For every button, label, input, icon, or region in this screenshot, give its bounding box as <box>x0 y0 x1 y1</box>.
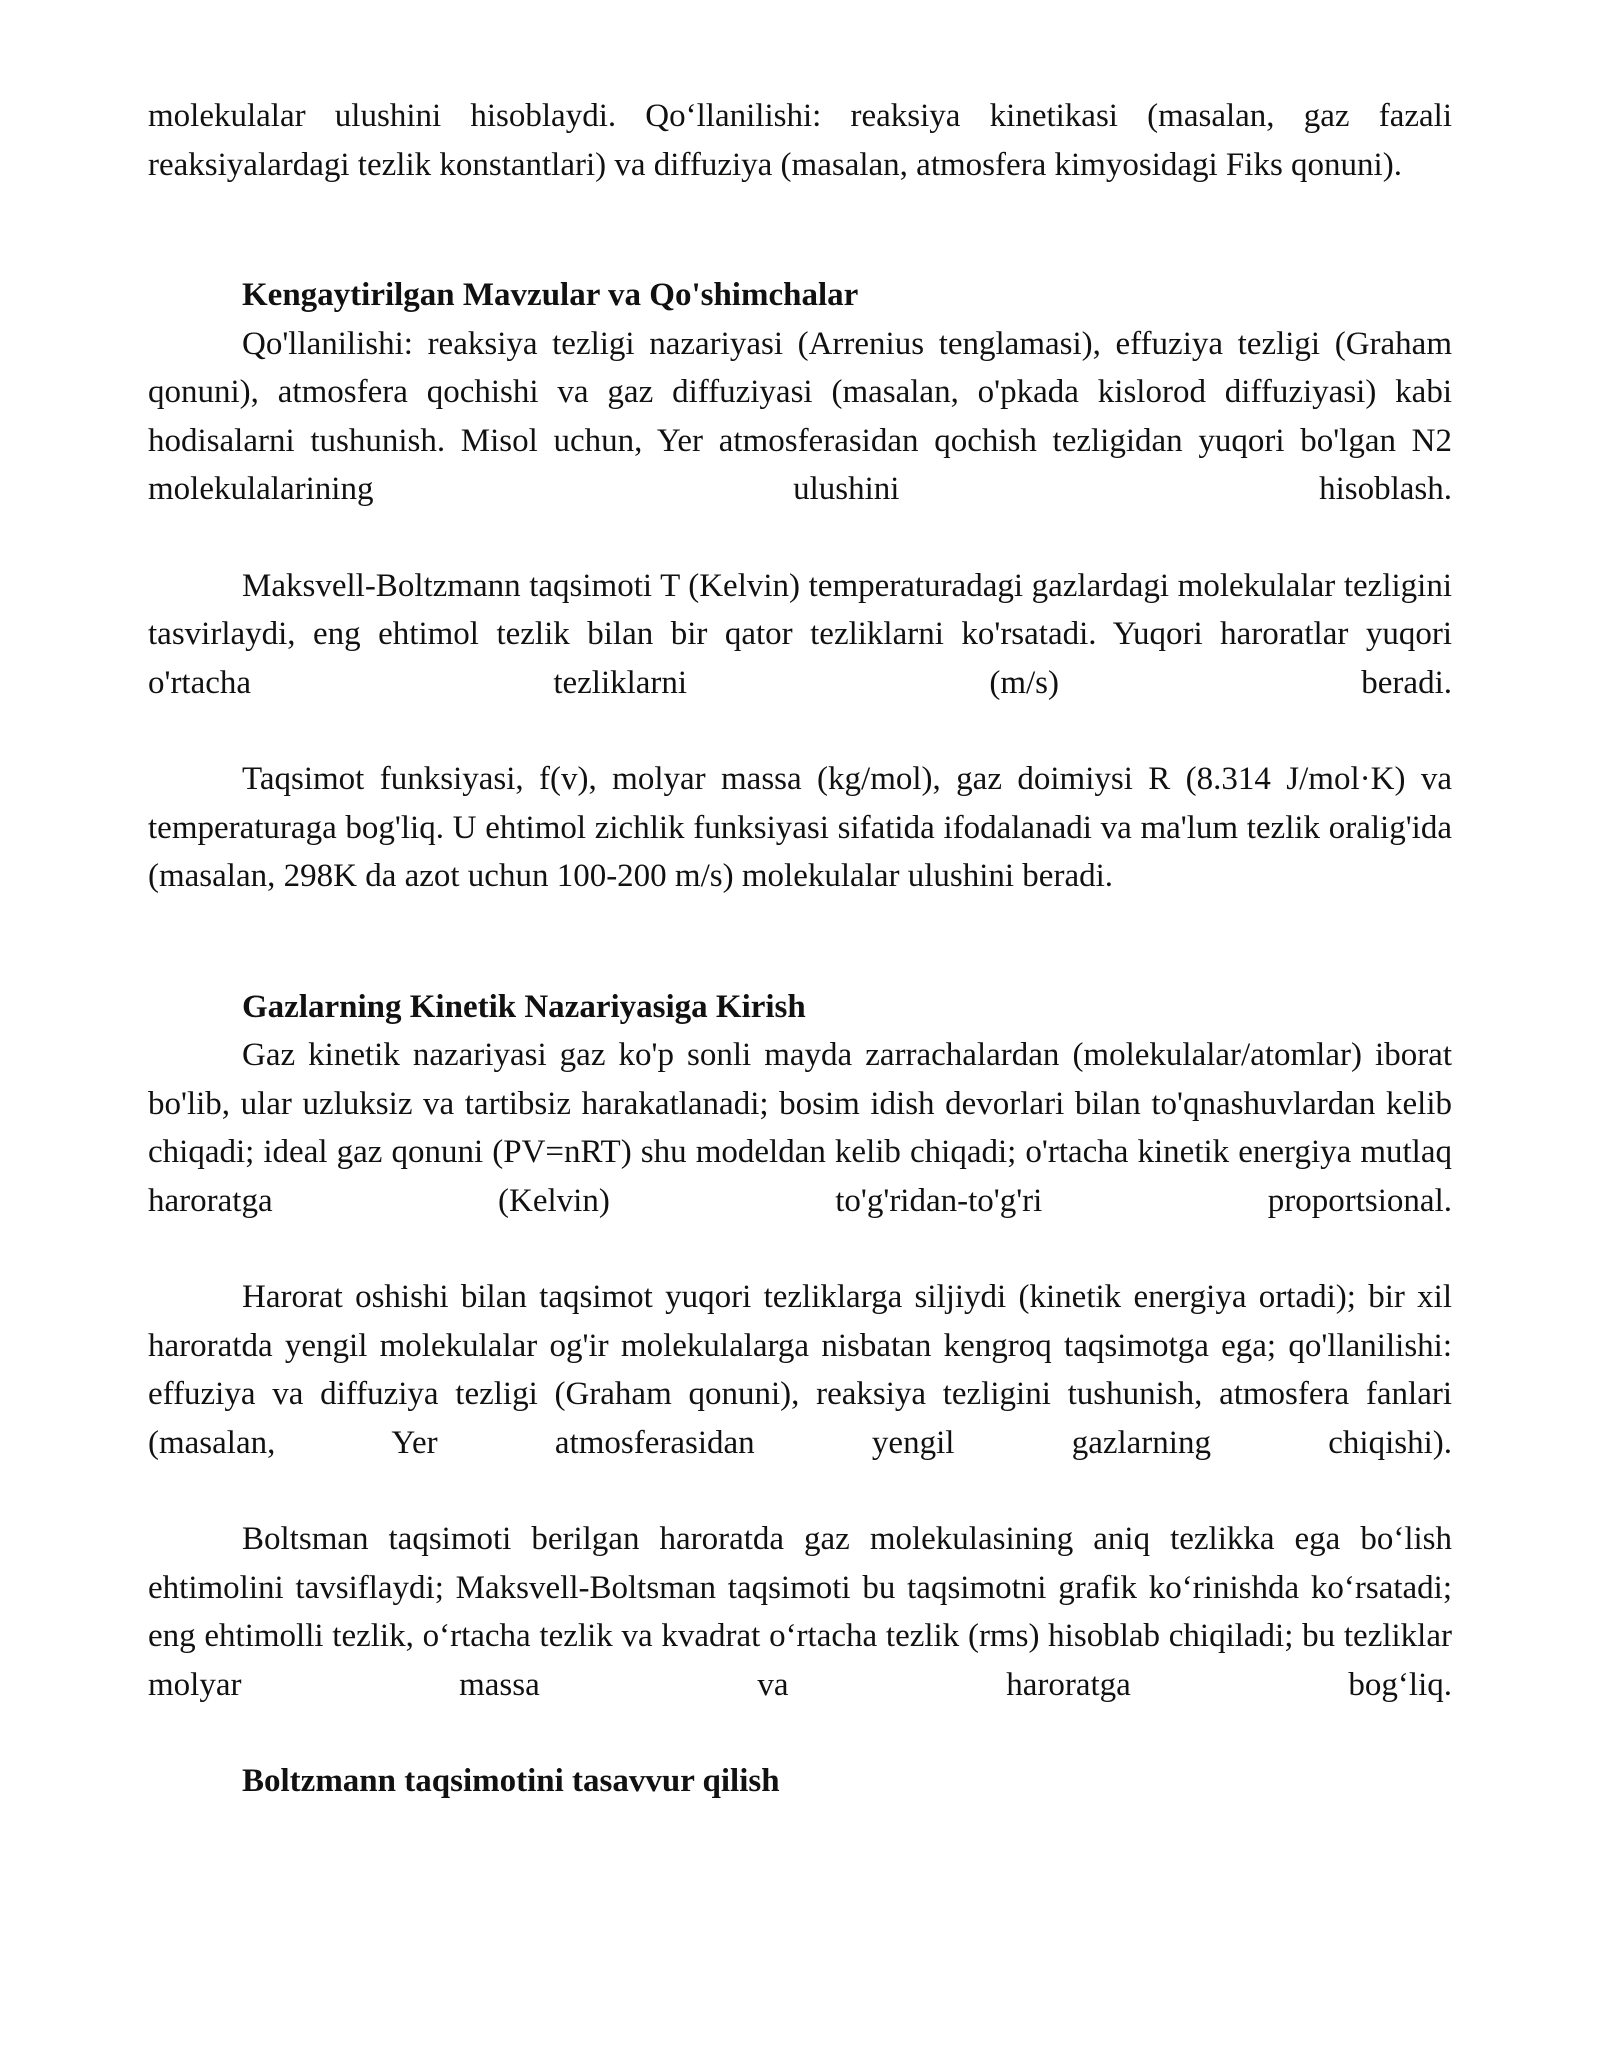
spacer <box>148 189 1452 271</box>
paragraph-kinetic-theory: Gaz kinetik nazariyasi gaz ko'p sonli mayda zarrachalardan (molekulalar/atomlar) iborat bo'lib, ular uzluksiz va tartibsiz harakatlanadi; bosim idish devorlari bilan to'qnashuvlardan kelib chiqadi; ideal gaz qonuni (PV=nRT) shu modeldan kelib chiqadi; o'rtacha kinetik energiya mutlaq haroratga (Kelvin) to'g'ridan-to'g'ri proportsional. <box>148 1037 1452 1219</box>
spacer <box>148 707 1452 755</box>
paragraph-temperature-effect: Harorat oshishi bilan taqsimot yuqori tezliklarga siljiydi (kinetik energiya ortadi); bir xil haroratda yengil molekulalar og'ir molekulalarga nisbatan kengroq taqsimotga ega; qo'llanilishi: effuziya va diffuziya tezligi (Graham qonuni), reaksiya tezligini tushunish, atmosfera fanlari (masalan, Yer atmosferasidan yengil gazlarning chiqishi). <box>148 1279 1452 1461</box>
document-page <box>148 92 1452 1806</box>
spacer <box>148 1709 1452 1757</box>
section-heading-extended-topics: Kengaytirilgan Mavzular va Qo'shimchalar <box>242 277 859 313</box>
paragraph-continuation: molekulalar ulushini hisoblaydi. Qo‘llanilishi: reaksiya kinetikasi (masalan, gaz fazali reaksiyalardagi tezlik konstantlari) va diffuziya (masalan, atmosfera kimyosidagi Fiks qonuni). <box>148 98 1452 183</box>
spacer <box>148 901 1452 983</box>
paragraph-distribution-function: Taqsimot funksiyasi, f(v), molyar massa (kg/mol), gaz doimiysi R (8.314 J/mol·K) va temperaturaga bog'liq. U ehtimol zichlik funksiyasi sifatida ifodalanadi va ma'lum tezlik oralig'ida (masalan, 298K da azot uchun 100-200 m/s) molekulalar ulushini beradi. <box>148 761 1452 894</box>
section-heading-visualizing: Boltzmann taqsimotini tasavvur qilish <box>242 1763 780 1799</box>
spacer <box>148 1225 1452 1273</box>
paragraph-applications: Qo'llanilishi: reaksiya tezligi nazariyasi (Arrenius tenglamasi), effuziya tezligi (Graham qonuni), atmosfera qochishi va gaz diffuziyasi (masalan, o'pkada kislorod diffuziyasi) kabi hodisalarni tushunish. Misol uchun, Yer atmosferasidan qochish tezligidan yuqori bo'lgan N2 molekulalarining ulushini hisoblash. <box>148 325 1452 507</box>
spacer <box>148 1467 1452 1515</box>
section-heading-kinetic-theory: Gazlarning Kinetik Nazariyasiga Kirish <box>242 988 806 1025</box>
paragraph-maxwell-boltzmann: Maksvell-Boltzmann taqsimoti T (Kelvin) temperaturadagi gazlardagi molekulalar tezligini tasvirlaydi, eng ehtimol tezlik bilan bir qator tezliklarni ko'rsatadi. Yuqori haroratlar yuqori o'rtacha tezliklarni (m/s) beradi. <box>148 567 1452 701</box>
paragraph-boltzmann-distribution: Boltsman taqsimoti berilgan haroratda gaz molekulasining aniq tezlikka ega bo‘lish ehtimolini tavsiflaydi; Maksvell-Boltsman taqsimoti bu taqsimotni grafik ko‘rinishda ko‘rsatadi; eng ehtimolli tezlik, o‘rtacha tezlik va kvadrat o‘rtacha tezlik (rms) hisoblab chiqiladi; bu tezliklar molyar massa va haroratga bog‘liq. <box>148 1521 1452 1703</box>
spacer <box>148 514 1452 562</box>
